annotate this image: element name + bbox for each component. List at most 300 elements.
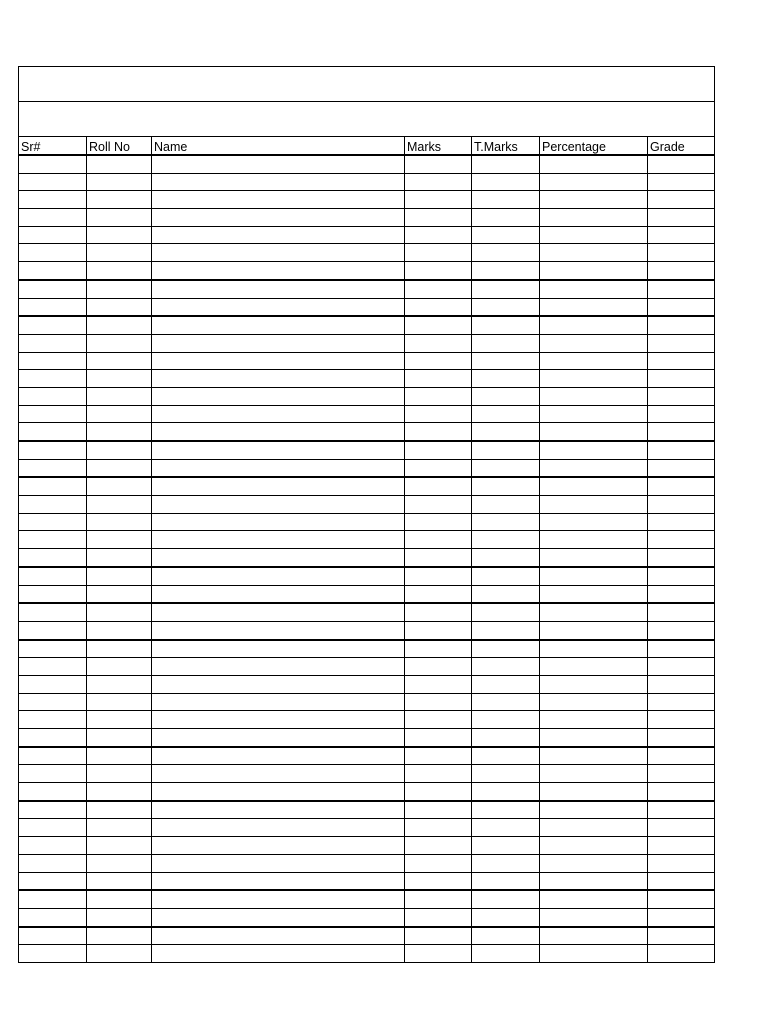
cell-total-marks[interactable]: [472, 334, 540, 352]
cell-marks[interactable]: [405, 693, 472, 711]
cell-percentage[interactable]: [540, 370, 648, 388]
cell-name[interactable]: [152, 155, 405, 173]
cell-total-marks[interactable]: [472, 477, 540, 495]
cell-sr[interactable]: [19, 872, 87, 890]
cell-percentage[interactable]: [540, 459, 648, 477]
cell-grade[interactable]: [648, 783, 715, 801]
cell-name[interactable]: [152, 621, 405, 639]
cell-roll-no[interactable]: [87, 640, 152, 658]
cell-grade[interactable]: [648, 621, 715, 639]
cell-sr[interactable]: [19, 423, 87, 441]
cell-name[interactable]: [152, 908, 405, 926]
cell-grade[interactable]: [648, 837, 715, 855]
cell-total-marks[interactable]: [472, 459, 540, 477]
cell-roll-no[interactable]: [87, 549, 152, 567]
cell-roll-no[interactable]: [87, 819, 152, 837]
cell-total-marks[interactable]: [472, 675, 540, 693]
cell-total-marks[interactable]: [472, 819, 540, 837]
cell-grade[interactable]: [648, 585, 715, 603]
cell-percentage[interactable]: [540, 316, 648, 334]
cell-marks[interactable]: [405, 675, 472, 693]
cell-marks[interactable]: [405, 890, 472, 908]
cell-percentage[interactable]: [540, 747, 648, 765]
cell-marks[interactable]: [405, 621, 472, 639]
cell-grade[interactable]: [648, 603, 715, 621]
cell-percentage[interactable]: [540, 729, 648, 747]
cell-percentage[interactable]: [540, 387, 648, 405]
cell-sr[interactable]: [19, 370, 87, 388]
cell-total-marks[interactable]: [472, 405, 540, 423]
cell-grade[interactable]: [648, 908, 715, 926]
cell-sr[interactable]: [19, 729, 87, 747]
cell-marks[interactable]: [405, 155, 472, 173]
cell-percentage[interactable]: [540, 513, 648, 531]
cell-sr[interactable]: [19, 459, 87, 477]
cell-total-marks[interactable]: [472, 549, 540, 567]
cell-roll-no[interactable]: [87, 801, 152, 819]
cell-sr[interactable]: [19, 854, 87, 872]
cell-roll-no[interactable]: [87, 603, 152, 621]
cell-percentage[interactable]: [540, 191, 648, 209]
cell-total-marks[interactable]: [472, 621, 540, 639]
cell-total-marks[interactable]: [472, 729, 540, 747]
cell-name[interactable]: [152, 531, 405, 549]
cell-grade[interactable]: [648, 441, 715, 459]
cell-name[interactable]: [152, 711, 405, 729]
cell-grade[interactable]: [648, 549, 715, 567]
cell-grade[interactable]: [648, 262, 715, 280]
cell-grade[interactable]: [648, 729, 715, 747]
cell-percentage[interactable]: [540, 783, 648, 801]
cell-marks[interactable]: [405, 352, 472, 370]
cell-name[interactable]: [152, 693, 405, 711]
cell-name[interactable]: [152, 819, 405, 837]
cell-marks[interactable]: [405, 567, 472, 585]
cell-marks[interactable]: [405, 783, 472, 801]
cell-sr[interactable]: [19, 783, 87, 801]
cell-percentage[interactable]: [540, 945, 648, 963]
cell-marks[interactable]: [405, 370, 472, 388]
cell-percentage[interactable]: [540, 819, 648, 837]
cell-name[interactable]: [152, 549, 405, 567]
title-cell-1[interactable]: [19, 67, 715, 102]
cell-percentage[interactable]: [540, 801, 648, 819]
cell-roll-no[interactable]: [87, 729, 152, 747]
cell-roll-no[interactable]: [87, 459, 152, 477]
cell-grade[interactable]: [648, 513, 715, 531]
cell-percentage[interactable]: [540, 423, 648, 441]
cell-sr[interactable]: [19, 441, 87, 459]
cell-roll-no[interactable]: [87, 155, 152, 173]
cell-roll-no[interactable]: [87, 298, 152, 316]
cell-sr[interactable]: [19, 155, 87, 173]
cell-percentage[interactable]: [540, 658, 648, 676]
cell-percentage[interactable]: [540, 244, 648, 262]
cell-name[interactable]: [152, 209, 405, 227]
cell-total-marks[interactable]: [472, 945, 540, 963]
cell-roll-no[interactable]: [87, 226, 152, 244]
cell-total-marks[interactable]: [472, 872, 540, 890]
cell-total-marks[interactable]: [472, 567, 540, 585]
cell-roll-no[interactable]: [87, 262, 152, 280]
cell-grade[interactable]: [648, 173, 715, 191]
cell-name[interactable]: [152, 801, 405, 819]
cell-grade[interactable]: [648, 711, 715, 729]
cell-grade[interactable]: [648, 567, 715, 585]
cell-grade[interactable]: [648, 945, 715, 963]
cell-roll-no[interactable]: [87, 352, 152, 370]
cell-percentage[interactable]: [540, 908, 648, 926]
cell-percentage[interactable]: [540, 567, 648, 585]
cell-grade[interactable]: [648, 801, 715, 819]
cell-sr[interactable]: [19, 640, 87, 658]
cell-name[interactable]: [152, 405, 405, 423]
cell-marks[interactable]: [405, 872, 472, 890]
cell-sr[interactable]: [19, 603, 87, 621]
cell-total-marks[interactable]: [472, 262, 540, 280]
cell-total-marks[interactable]: [472, 927, 540, 945]
cell-percentage[interactable]: [540, 854, 648, 872]
cell-sr[interactable]: [19, 765, 87, 783]
cell-marks[interactable]: [405, 280, 472, 298]
cell-grade[interactable]: [648, 675, 715, 693]
cell-percentage[interactable]: [540, 496, 648, 514]
cell-marks[interactable]: [405, 513, 472, 531]
cell-total-marks[interactable]: [472, 316, 540, 334]
cell-roll-no[interactable]: [87, 854, 152, 872]
cell-name[interactable]: [152, 459, 405, 477]
cell-marks[interactable]: [405, 729, 472, 747]
cell-total-marks[interactable]: [472, 711, 540, 729]
cell-sr[interactable]: [19, 316, 87, 334]
cell-total-marks[interactable]: [472, 801, 540, 819]
cell-grade[interactable]: [648, 370, 715, 388]
cell-grade[interactable]: [648, 334, 715, 352]
cell-name[interactable]: [152, 496, 405, 514]
cell-percentage[interactable]: [540, 298, 648, 316]
cell-roll-no[interactable]: [87, 173, 152, 191]
cell-marks[interactable]: [405, 747, 472, 765]
cell-grade[interactable]: [648, 747, 715, 765]
cell-name[interactable]: [152, 262, 405, 280]
cell-sr[interactable]: [19, 513, 87, 531]
cell-sr[interactable]: [19, 658, 87, 676]
cell-grade[interactable]: [648, 872, 715, 890]
cell-name[interactable]: [152, 334, 405, 352]
cell-grade[interactable]: [648, 477, 715, 495]
cell-total-marks[interactable]: [472, 387, 540, 405]
cell-percentage[interactable]: [540, 621, 648, 639]
cell-roll-no[interactable]: [87, 191, 152, 209]
cell-total-marks[interactable]: [472, 244, 540, 262]
cell-marks[interactable]: [405, 837, 472, 855]
cell-roll-no[interactable]: [87, 441, 152, 459]
cell-name[interactable]: [152, 747, 405, 765]
cell-sr[interactable]: [19, 405, 87, 423]
cell-grade[interactable]: [648, 693, 715, 711]
cell-marks[interactable]: [405, 477, 472, 495]
cell-sr[interactable]: [19, 819, 87, 837]
cell-name[interactable]: [152, 191, 405, 209]
cell-total-marks[interactable]: [472, 441, 540, 459]
cell-roll-no[interactable]: [87, 890, 152, 908]
cell-grade[interactable]: [648, 423, 715, 441]
cell-roll-no[interactable]: [87, 693, 152, 711]
cell-name[interactable]: [152, 567, 405, 585]
cell-total-marks[interactable]: [472, 693, 540, 711]
cell-sr[interactable]: [19, 298, 87, 316]
cell-percentage[interactable]: [540, 441, 648, 459]
cell-total-marks[interactable]: [472, 173, 540, 191]
cell-marks[interactable]: [405, 226, 472, 244]
cell-roll-no[interactable]: [87, 387, 152, 405]
cell-marks[interactable]: [405, 658, 472, 676]
cell-marks[interactable]: [405, 244, 472, 262]
cell-percentage[interactable]: [540, 405, 648, 423]
cell-sr[interactable]: [19, 567, 87, 585]
cell-roll-no[interactable]: [87, 531, 152, 549]
cell-roll-no[interactable]: [87, 244, 152, 262]
cell-total-marks[interactable]: [472, 496, 540, 514]
cell-marks[interactable]: [405, 531, 472, 549]
cell-marks[interactable]: [405, 585, 472, 603]
cell-percentage[interactable]: [540, 280, 648, 298]
cell-sr[interactable]: [19, 477, 87, 495]
cell-name[interactable]: [152, 441, 405, 459]
cell-marks[interactable]: [405, 496, 472, 514]
cell-total-marks[interactable]: [472, 837, 540, 855]
cell-sr[interactable]: [19, 837, 87, 855]
cell-name[interactable]: [152, 783, 405, 801]
cell-marks[interactable]: [405, 334, 472, 352]
cell-name[interactable]: [152, 352, 405, 370]
cell-total-marks[interactable]: [472, 854, 540, 872]
cell-total-marks[interactable]: [472, 298, 540, 316]
cell-sr[interactable]: [19, 621, 87, 639]
cell-sr[interactable]: [19, 945, 87, 963]
cell-marks[interactable]: [405, 908, 472, 926]
cell-sr[interactable]: [19, 675, 87, 693]
cell-name[interactable]: [152, 640, 405, 658]
cell-name[interactable]: [152, 477, 405, 495]
cell-roll-no[interactable]: [87, 945, 152, 963]
cell-roll-no[interactable]: [87, 658, 152, 676]
cell-grade[interactable]: [648, 658, 715, 676]
cell-total-marks[interactable]: [472, 531, 540, 549]
cell-roll-no[interactable]: [87, 621, 152, 639]
cell-total-marks[interactable]: [472, 209, 540, 227]
cell-name[interactable]: [152, 872, 405, 890]
cell-percentage[interactable]: [540, 927, 648, 945]
cell-sr[interactable]: [19, 173, 87, 191]
cell-name[interactable]: [152, 585, 405, 603]
cell-total-marks[interactable]: [472, 603, 540, 621]
cell-sr[interactable]: [19, 262, 87, 280]
cell-percentage[interactable]: [540, 173, 648, 191]
cell-marks[interactable]: [405, 262, 472, 280]
cell-grade[interactable]: [648, 854, 715, 872]
cell-marks[interactable]: [405, 801, 472, 819]
cell-roll-no[interactable]: [87, 513, 152, 531]
cell-marks[interactable]: [405, 459, 472, 477]
cell-roll-no[interactable]: [87, 567, 152, 585]
cell-grade[interactable]: [648, 387, 715, 405]
cell-sr[interactable]: [19, 927, 87, 945]
cell-total-marks[interactable]: [472, 908, 540, 926]
cell-marks[interactable]: [405, 405, 472, 423]
cell-percentage[interactable]: [540, 531, 648, 549]
cell-name[interactable]: [152, 513, 405, 531]
cell-roll-no[interactable]: [87, 334, 152, 352]
cell-roll-no[interactable]: [87, 585, 152, 603]
cell-grade[interactable]: [648, 226, 715, 244]
cell-percentage[interactable]: [540, 334, 648, 352]
title-cell-2[interactable]: [19, 102, 715, 137]
cell-total-marks[interactable]: [472, 280, 540, 298]
cell-roll-no[interactable]: [87, 370, 152, 388]
cell-name[interactable]: [152, 603, 405, 621]
cell-percentage[interactable]: [540, 693, 648, 711]
cell-total-marks[interactable]: [472, 423, 540, 441]
cell-name[interactable]: [152, 945, 405, 963]
cell-name[interactable]: [152, 370, 405, 388]
cell-percentage[interactable]: [540, 872, 648, 890]
cell-name[interactable]: [152, 244, 405, 262]
cell-total-marks[interactable]: [472, 765, 540, 783]
cell-marks[interactable]: [405, 191, 472, 209]
cell-percentage[interactable]: [540, 765, 648, 783]
cell-grade[interactable]: [648, 155, 715, 173]
cell-marks[interactable]: [405, 854, 472, 872]
cell-grade[interactable]: [648, 191, 715, 209]
cell-roll-no[interactable]: [87, 280, 152, 298]
cell-marks[interactable]: [405, 441, 472, 459]
cell-percentage[interactable]: [540, 711, 648, 729]
cell-name[interactable]: [152, 927, 405, 945]
cell-percentage[interactable]: [540, 477, 648, 495]
cell-roll-no[interactable]: [87, 783, 152, 801]
cell-grade[interactable]: [648, 352, 715, 370]
cell-percentage[interactable]: [540, 549, 648, 567]
cell-roll-no[interactable]: [87, 711, 152, 729]
cell-name[interactable]: [152, 675, 405, 693]
cell-roll-no[interactable]: [87, 837, 152, 855]
cell-marks[interactable]: [405, 423, 472, 441]
cell-grade[interactable]: [648, 640, 715, 658]
cell-roll-no[interactable]: [87, 747, 152, 765]
cell-name[interactable]: [152, 298, 405, 316]
cell-marks[interactable]: [405, 819, 472, 837]
cell-name[interactable]: [152, 173, 405, 191]
cell-sr[interactable]: [19, 209, 87, 227]
cell-sr[interactable]: [19, 191, 87, 209]
cell-marks[interactable]: [405, 173, 472, 191]
cell-marks[interactable]: [405, 549, 472, 567]
cell-total-marks[interactable]: [472, 352, 540, 370]
cell-grade[interactable]: [648, 890, 715, 908]
cell-sr[interactable]: [19, 801, 87, 819]
cell-name[interactable]: [152, 280, 405, 298]
cell-roll-no[interactable]: [87, 496, 152, 514]
cell-sr[interactable]: [19, 711, 87, 729]
cell-grade[interactable]: [648, 459, 715, 477]
cell-roll-no[interactable]: [87, 477, 152, 495]
cell-roll-no[interactable]: [87, 423, 152, 441]
cell-marks[interactable]: [405, 640, 472, 658]
cell-roll-no[interactable]: [87, 675, 152, 693]
cell-sr[interactable]: [19, 747, 87, 765]
cell-total-marks[interactable]: [472, 370, 540, 388]
cell-sr[interactable]: [19, 585, 87, 603]
cell-name[interactable]: [152, 387, 405, 405]
cell-percentage[interactable]: [540, 640, 648, 658]
cell-total-marks[interactable]: [472, 747, 540, 765]
cell-roll-no[interactable]: [87, 405, 152, 423]
cell-grade[interactable]: [648, 819, 715, 837]
cell-grade[interactable]: [648, 209, 715, 227]
cell-grade[interactable]: [648, 244, 715, 262]
cell-grade[interactable]: [648, 531, 715, 549]
cell-name[interactable]: [152, 837, 405, 855]
cell-grade[interactable]: [648, 405, 715, 423]
cell-name[interactable]: [152, 226, 405, 244]
cell-sr[interactable]: [19, 908, 87, 926]
cell-grade[interactable]: [648, 765, 715, 783]
cell-grade[interactable]: [648, 280, 715, 298]
cell-percentage[interactable]: [540, 585, 648, 603]
cell-marks[interactable]: [405, 711, 472, 729]
cell-marks[interactable]: [405, 765, 472, 783]
cell-percentage[interactable]: [540, 603, 648, 621]
cell-total-marks[interactable]: [472, 585, 540, 603]
cell-percentage[interactable]: [540, 837, 648, 855]
cell-roll-no[interactable]: [87, 872, 152, 890]
cell-sr[interactable]: [19, 890, 87, 908]
cell-marks[interactable]: [405, 209, 472, 227]
cell-roll-no[interactable]: [87, 209, 152, 227]
cell-marks[interactable]: [405, 387, 472, 405]
cell-sr[interactable]: [19, 280, 87, 298]
cell-grade[interactable]: [648, 496, 715, 514]
cell-sr[interactable]: [19, 531, 87, 549]
cell-marks[interactable]: [405, 945, 472, 963]
cell-total-marks[interactable]: [472, 155, 540, 173]
cell-total-marks[interactable]: [472, 783, 540, 801]
cell-total-marks[interactable]: [472, 640, 540, 658]
cell-sr[interactable]: [19, 549, 87, 567]
cell-total-marks[interactable]: [472, 191, 540, 209]
cell-total-marks[interactable]: [472, 513, 540, 531]
cell-marks[interactable]: [405, 927, 472, 945]
cell-percentage[interactable]: [540, 352, 648, 370]
cell-marks[interactable]: [405, 316, 472, 334]
cell-percentage[interactable]: [540, 226, 648, 244]
cell-roll-no[interactable]: [87, 927, 152, 945]
cell-grade[interactable]: [648, 927, 715, 945]
cell-roll-no[interactable]: [87, 908, 152, 926]
cell-name[interactable]: [152, 316, 405, 334]
cell-percentage[interactable]: [540, 155, 648, 173]
cell-name[interactable]: [152, 658, 405, 676]
cell-sr[interactable]: [19, 334, 87, 352]
cell-sr[interactable]: [19, 496, 87, 514]
cell-name[interactable]: [152, 890, 405, 908]
cell-total-marks[interactable]: [472, 890, 540, 908]
cell-sr[interactable]: [19, 387, 87, 405]
cell-sr[interactable]: [19, 352, 87, 370]
cell-grade[interactable]: [648, 316, 715, 334]
cell-marks[interactable]: [405, 298, 472, 316]
